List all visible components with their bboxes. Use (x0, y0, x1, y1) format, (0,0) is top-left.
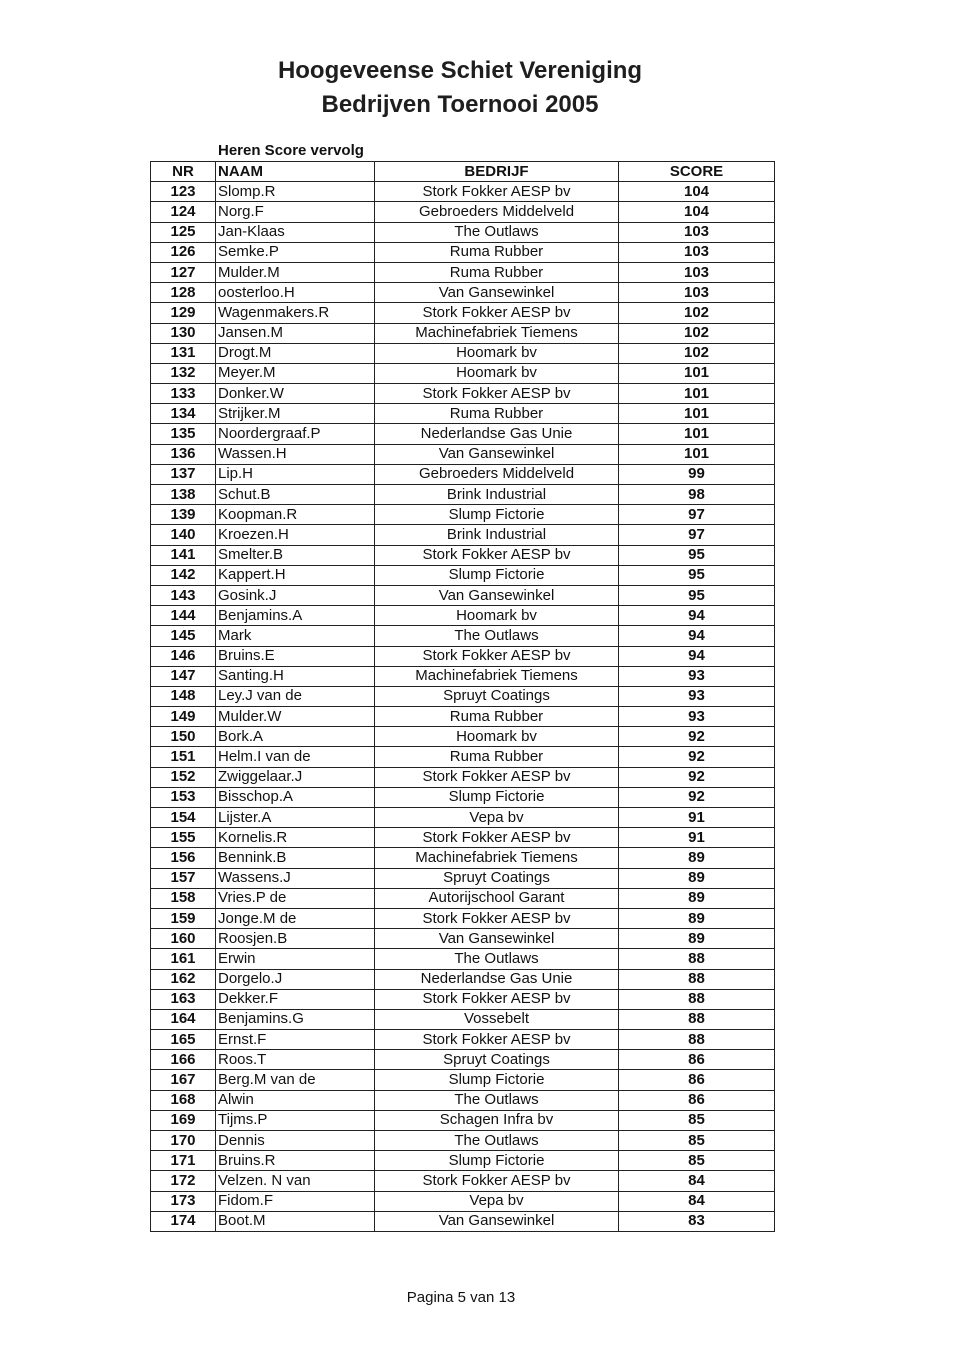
table-row (151, 1050, 775, 1070)
cell-score: 94 (619, 606, 775, 626)
table-row (151, 323, 775, 343)
table-row (151, 404, 775, 424)
table-row (151, 485, 775, 505)
table-row (151, 202, 775, 222)
cell-bedrijf: Van Gansewinkel (375, 929, 619, 949)
cell-nr: 171 (151, 1151, 216, 1171)
cell-score: 85 (619, 1110, 775, 1130)
cell-naam: Erwin (216, 949, 375, 969)
table-row (151, 727, 775, 747)
cell-score: 89 (619, 848, 775, 868)
cell-score: 98 (619, 485, 775, 505)
cell-score: 103 (619, 242, 775, 262)
cell-score: 94 (619, 626, 775, 646)
score-table (150, 161, 775, 1232)
cell-nr: 128 (151, 283, 216, 303)
cell-nr: 174 (151, 1211, 216, 1231)
cell-nr: 125 (151, 222, 216, 242)
table-row (151, 222, 775, 242)
cell-nr: 144 (151, 606, 216, 626)
column-header-score: SCORE (619, 162, 775, 182)
table-row (151, 606, 775, 626)
cell-nr: 138 (151, 485, 216, 505)
table-row (151, 1211, 775, 1231)
cell-naam: Lip.H (216, 464, 375, 484)
cell-nr: 161 (151, 949, 216, 969)
cell-nr: 132 (151, 363, 216, 383)
cell-naam: Benjamins.G (216, 1009, 375, 1029)
cell-bedrijf: The Outlaws (375, 222, 619, 242)
cell-bedrijf: Stork Fokker AESP bv (375, 828, 619, 848)
cell-bedrijf: The Outlaws (375, 626, 619, 646)
cell-score: 91 (619, 808, 775, 828)
cell-naam: Dekker.F (216, 989, 375, 1009)
cell-bedrijf: Gebroeders Middelveld (375, 464, 619, 484)
cell-bedrijf: The Outlaws (375, 1090, 619, 1110)
cell-nr: 157 (151, 868, 216, 888)
cell-bedrijf: Slump Fictorie (375, 505, 619, 525)
cell-nr: 140 (151, 525, 216, 545)
cell-bedrijf: Slump Fictorie (375, 1151, 619, 1171)
cell-nr: 154 (151, 808, 216, 828)
table-row (151, 666, 775, 686)
cell-nr: 152 (151, 767, 216, 787)
cell-bedrijf: The Outlaws (375, 1131, 619, 1151)
table-row (151, 262, 775, 282)
cell-bedrijf: Spruyt Coatings (375, 868, 619, 888)
cell-nr: 159 (151, 908, 216, 928)
document-title: Hoogeveense Schiet Vereniging (277, 57, 643, 84)
cell-nr: 160 (151, 929, 216, 949)
cell-naam: Tijms.P (216, 1110, 375, 1130)
cell-naam: Bruins.E (216, 646, 375, 666)
cell-nr: 147 (151, 666, 216, 686)
cell-nr: 173 (151, 1191, 216, 1211)
cell-nr: 172 (151, 1171, 216, 1191)
table-row (151, 363, 775, 383)
cell-score: 103 (619, 262, 775, 282)
cell-score: 101 (619, 424, 775, 444)
table-row (151, 1131, 775, 1151)
table-row (151, 505, 775, 525)
cell-naam: Strijker.M (216, 404, 375, 424)
cell-nr: 163 (151, 989, 216, 1009)
cell-naam: Santing.H (216, 666, 375, 686)
cell-score: 88 (619, 989, 775, 1009)
cell-score: 94 (619, 646, 775, 666)
table-row (151, 1070, 775, 1090)
table-row (151, 343, 775, 363)
cell-naam: Bennink.B (216, 848, 375, 868)
cell-score: 104 (619, 182, 775, 202)
cell-bedrijf: Van Gansewinkel (375, 585, 619, 605)
table-row (151, 686, 775, 706)
cell-naam: Helm.I van de (216, 747, 375, 767)
table-row (151, 464, 775, 484)
cell-score: 88 (619, 969, 775, 989)
cell-naam: Norg.F (216, 202, 375, 222)
cell-score: 93 (619, 666, 775, 686)
cell-nr: 166 (151, 1050, 216, 1070)
cell-naam: Bisschop.A (216, 787, 375, 807)
cell-nr: 149 (151, 707, 216, 727)
cell-bedrijf: Machinefabriek Tiemens (375, 666, 619, 686)
cell-bedrijf: Stork Fokker AESP bv (375, 989, 619, 1009)
table-row (151, 767, 775, 787)
cell-naam: Dorgelo.J (216, 969, 375, 989)
cell-bedrijf: Hoomark bv (375, 727, 619, 747)
document-subtitle: Bedrijven Toernooi 2005 (321, 91, 599, 118)
table-row (151, 242, 775, 262)
cell-bedrijf: Spruyt Coatings (375, 686, 619, 706)
cell-bedrijf: Vossebelt (375, 1009, 619, 1029)
cell-score: 91 (619, 828, 775, 848)
column-header-bedrijf: BEDRIJF (375, 162, 619, 182)
cell-nr: 158 (151, 888, 216, 908)
cell-naam: Roosjen.B (216, 929, 375, 949)
cell-naam: Benjamins.A (216, 606, 375, 626)
cell-score: 85 (619, 1131, 775, 1151)
cell-naam: Meyer.M (216, 363, 375, 383)
cell-bedrijf: Ruma Rubber (375, 262, 619, 282)
cell-bedrijf: Brink Industrial (375, 525, 619, 545)
cell-bedrijf: Vepa bv (375, 1191, 619, 1211)
cell-bedrijf: Nederlandse Gas Unie (375, 969, 619, 989)
table-row (151, 565, 775, 585)
cell-score: 103 (619, 283, 775, 303)
table-row (151, 1151, 775, 1171)
cell-naam: Bruins.R (216, 1151, 375, 1171)
table-row (151, 969, 775, 989)
cell-naam: Bork.A (216, 727, 375, 747)
table-row (151, 747, 775, 767)
cell-nr: 167 (151, 1070, 216, 1090)
table-row (151, 868, 775, 888)
cell-nr: 168 (151, 1090, 216, 1110)
section-heading: Heren Score vervolg (218, 142, 364, 159)
cell-nr: 123 (151, 182, 216, 202)
table-row (151, 303, 775, 323)
table-row (151, 808, 775, 828)
cell-nr: 145 (151, 626, 216, 646)
cell-naam: Zwiggelaar.J (216, 767, 375, 787)
cell-score: 103 (619, 222, 775, 242)
table-row (151, 283, 775, 303)
cell-bedrijf: Hoomark bv (375, 606, 619, 626)
table-row (151, 1110, 775, 1130)
cell-naam: Fidom.F (216, 1191, 375, 1211)
table-row (151, 929, 775, 949)
cell-score: 95 (619, 565, 775, 585)
cell-bedrijf: Brink Industrial (375, 485, 619, 505)
cell-score: 86 (619, 1090, 775, 1110)
cell-nr: 146 (151, 646, 216, 666)
cell-nr: 131 (151, 343, 216, 363)
cell-naam: Wassens.J (216, 868, 375, 888)
cell-bedrijf: Stork Fokker AESP bv (375, 182, 619, 202)
cell-naam: Slomp.R (216, 182, 375, 202)
cell-bedrijf: Slump Fictorie (375, 1070, 619, 1090)
cell-bedrijf: Ruma Rubber (375, 404, 619, 424)
cell-score: 84 (619, 1171, 775, 1191)
cell-naam: Noordergraaf.P (216, 424, 375, 444)
cell-nr: 164 (151, 1009, 216, 1029)
table-row (151, 828, 775, 848)
cell-bedrijf: Stork Fokker AESP bv (375, 545, 619, 565)
cell-naam: Mulder.W (216, 707, 375, 727)
cell-bedrijf: Autorijschool Garant (375, 888, 619, 908)
table-row (151, 1030, 775, 1050)
cell-nr: 133 (151, 384, 216, 404)
cell-bedrijf: Ruma Rubber (375, 747, 619, 767)
cell-score: 93 (619, 686, 775, 706)
cell-bedrijf: Ruma Rubber (375, 242, 619, 262)
cell-nr: 142 (151, 565, 216, 585)
cell-bedrijf: Slump Fictorie (375, 565, 619, 585)
cell-score: 102 (619, 323, 775, 343)
cell-nr: 139 (151, 505, 216, 525)
cell-nr: 127 (151, 262, 216, 282)
column-header-naam: NAAM (216, 162, 375, 182)
cell-naam: Alwin (216, 1090, 375, 1110)
cell-nr: 162 (151, 969, 216, 989)
cell-score: 95 (619, 585, 775, 605)
cell-bedrijf: Stork Fokker AESP bv (375, 908, 619, 928)
cell-bedrijf: Schagen Infra bv (375, 1110, 619, 1130)
cell-naam: Wagenmakers.R (216, 303, 375, 323)
cell-naam: Jan-Klaas (216, 222, 375, 242)
cell-bedrijf: Hoomark bv (375, 343, 619, 363)
cell-nr: 137 (151, 464, 216, 484)
cell-score: 88 (619, 1030, 775, 1050)
table-header-row (151, 162, 775, 182)
cell-naam: Kroezen.H (216, 525, 375, 545)
cell-naam: Berg.M van de (216, 1070, 375, 1090)
table-row (151, 908, 775, 928)
cell-score: 89 (619, 868, 775, 888)
cell-score: 85 (619, 1151, 775, 1171)
table-row (151, 545, 775, 565)
cell-score: 104 (619, 202, 775, 222)
cell-naam: Koopman.R (216, 505, 375, 525)
cell-nr: 134 (151, 404, 216, 424)
cell-nr: 169 (151, 1110, 216, 1130)
cell-naam: Velzen. N van (216, 1171, 375, 1191)
cell-score: 86 (619, 1050, 775, 1070)
cell-score: 83 (619, 1211, 775, 1231)
cell-naam: Lijster.A (216, 808, 375, 828)
cell-bedrijf: Stork Fokker AESP bv (375, 303, 619, 323)
cell-score: 92 (619, 787, 775, 807)
table-body (151, 182, 775, 1232)
cell-score: 95 (619, 545, 775, 565)
cell-nr: 150 (151, 727, 216, 747)
cell-nr: 141 (151, 545, 216, 565)
cell-bedrijf: Stork Fokker AESP bv (375, 384, 619, 404)
cell-nr: 126 (151, 242, 216, 262)
table-row (151, 384, 775, 404)
cell-score: 97 (619, 505, 775, 525)
cell-score: 101 (619, 363, 775, 383)
cell-bedrijf: Slump Fictorie (375, 787, 619, 807)
cell-bedrijf: Machinefabriek Tiemens (375, 323, 619, 343)
cell-score: 92 (619, 767, 775, 787)
cell-bedrijf: Spruyt Coatings (375, 1050, 619, 1070)
table-row (151, 949, 775, 969)
table-row (151, 1191, 775, 1211)
table-row (151, 1009, 775, 1029)
cell-nr: 170 (151, 1131, 216, 1151)
cell-score: 84 (619, 1191, 775, 1211)
table-row (151, 182, 775, 202)
cell-score: 101 (619, 444, 775, 464)
cell-bedrijf: Ruma Rubber (375, 707, 619, 727)
cell-bedrijf: Gebroeders Middelveld (375, 202, 619, 222)
cell-score: 101 (619, 404, 775, 424)
table-row (151, 626, 775, 646)
cell-naam: Wassen.H (216, 444, 375, 464)
cell-nr: 151 (151, 747, 216, 767)
cell-score: 86 (619, 1070, 775, 1090)
table-row (151, 585, 775, 605)
cell-naam: Vries.P de (216, 888, 375, 908)
table-row (151, 848, 775, 868)
cell-nr: 155 (151, 828, 216, 848)
table-row (151, 1171, 775, 1191)
table-row (151, 787, 775, 807)
cell-naam: Kornelis.R (216, 828, 375, 848)
cell-naam: Jansen.M (216, 323, 375, 343)
cell-naam: Jonge.M de (216, 908, 375, 928)
table-row (151, 989, 775, 1009)
table-row (151, 1090, 775, 1110)
cell-naam: Boot.M (216, 1211, 375, 1231)
cell-naam: Schut.B (216, 485, 375, 505)
cell-naam: Ernst.F (216, 1030, 375, 1050)
cell-nr: 156 (151, 848, 216, 868)
cell-nr: 143 (151, 585, 216, 605)
cell-score: 102 (619, 343, 775, 363)
cell-nr: 130 (151, 323, 216, 343)
cell-bedrijf: Stork Fokker AESP bv (375, 767, 619, 787)
cell-naam: Smelter.B (216, 545, 375, 565)
cell-naam: Dennis (216, 1131, 375, 1151)
cell-nr: 135 (151, 424, 216, 444)
cell-score: 102 (619, 303, 775, 323)
cell-score: 99 (619, 464, 775, 484)
cell-nr: 153 (151, 787, 216, 807)
cell-naam: Ley.J van de (216, 686, 375, 706)
cell-score: 97 (619, 525, 775, 545)
cell-bedrijf: Vepa bv (375, 808, 619, 828)
cell-bedrijf: The Outlaws (375, 949, 619, 969)
cell-nr: 124 (151, 202, 216, 222)
cell-score: 92 (619, 727, 775, 747)
cell-score: 88 (619, 1009, 775, 1029)
cell-naam: Mark (216, 626, 375, 646)
cell-bedrijf: Nederlandse Gas Unie (375, 424, 619, 444)
cell-nr: 165 (151, 1030, 216, 1050)
table-row (151, 888, 775, 908)
cell-score: 93 (619, 707, 775, 727)
table-row (151, 646, 775, 666)
column-header-nr: NR (151, 162, 216, 182)
cell-score: 92 (619, 747, 775, 767)
cell-score: 89 (619, 929, 775, 949)
cell-bedrijf: Van Gansewinkel (375, 283, 619, 303)
cell-bedrijf: Van Gansewinkel (375, 444, 619, 464)
cell-naam: Donker.W (216, 384, 375, 404)
cell-naam: Mulder.M (216, 262, 375, 282)
cell-score: 88 (619, 949, 775, 969)
table-row (151, 525, 775, 545)
cell-score: 89 (619, 908, 775, 928)
cell-nr: 148 (151, 686, 216, 706)
cell-bedrijf: Stork Fokker AESP bv (375, 1030, 619, 1050)
cell-bedrijf: Stork Fokker AESP bv (375, 646, 619, 666)
cell-nr: 129 (151, 303, 216, 323)
cell-bedrijf: Hoomark bv (375, 363, 619, 383)
cell-nr: 136 (151, 444, 216, 464)
cell-naam: Drogt.M (216, 343, 375, 363)
cell-score: 89 (619, 888, 775, 908)
table-row (151, 424, 775, 444)
cell-naam: Semke.P (216, 242, 375, 262)
cell-bedrijf: Machinefabriek Tiemens (375, 848, 619, 868)
cell-naam: Gosink.J (216, 585, 375, 605)
cell-naam: Kappert.H (216, 565, 375, 585)
cell-naam: Roos.T (216, 1050, 375, 1070)
table-row (151, 444, 775, 464)
table-row (151, 707, 775, 727)
cell-naam: oosterloo.H (216, 283, 375, 303)
page-number: Pagina 5 van 13 (406, 1289, 516, 1306)
cell-score: 101 (619, 384, 775, 404)
cell-bedrijf: Van Gansewinkel (375, 1211, 619, 1231)
cell-bedrijf: Stork Fokker AESP bv (375, 1171, 619, 1191)
